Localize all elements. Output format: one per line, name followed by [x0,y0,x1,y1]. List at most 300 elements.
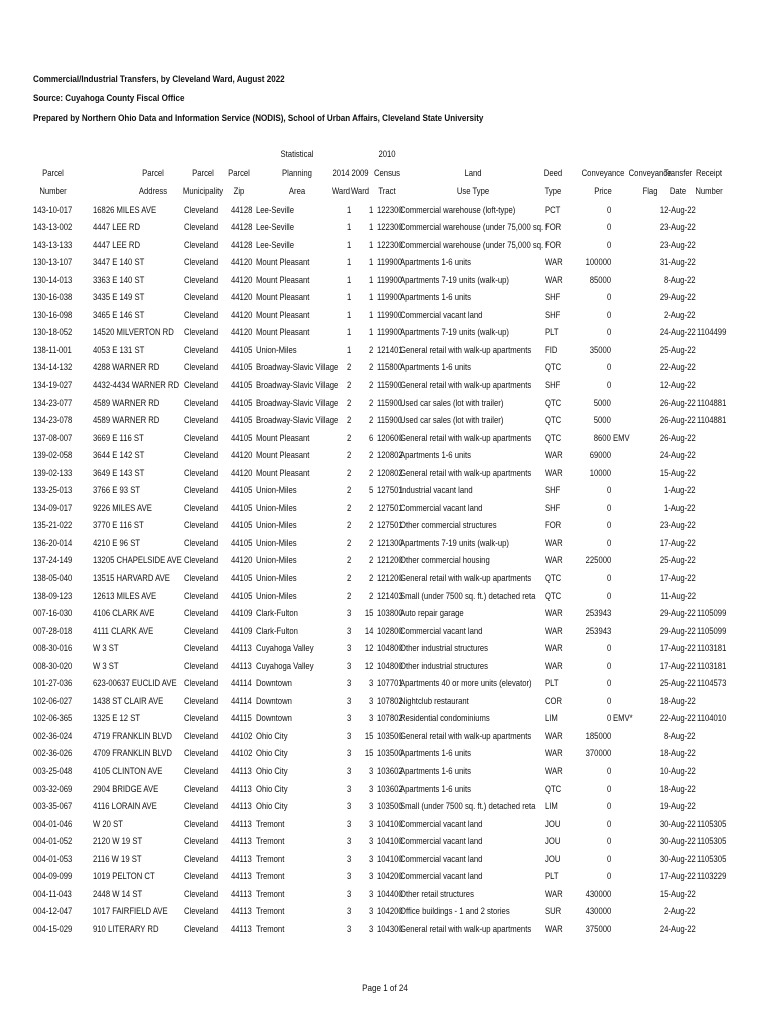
cell-parcel-address: 4589 WARNER RD [93,396,160,408]
cell-land-use-type: Apartments 1-6 units [400,291,471,303]
cell-zip: 44120 [231,466,253,478]
cell-parcel-number: 134-14-132 [33,361,73,373]
cell-conveyance-price: 0 [606,571,611,583]
cell-deed-type: QTC [545,431,562,443]
cell-conveyance-price: 0 [606,536,611,548]
cell-zip: 44105 [231,501,253,513]
cell-conveyance-price: 0 [606,221,611,233]
cell-conveyance-price: 85000 [589,273,611,285]
cell-deed-type: WAR [545,642,563,654]
cell-parcel-number: 139-02-133 [33,466,73,478]
cell-parcel-address: 3770 E 116 ST [93,519,144,531]
cell-ward-2009: 2 [368,378,373,390]
table-row [33,516,743,534]
cell-parcel-address: 3435 E 149 ST [93,291,145,303]
column-header-parcel-address: Address [138,185,168,196]
cell-land-use-type: Apartments 1-6 units [400,361,471,373]
cell-conveyance-price: 0 [606,203,611,215]
cell-ward-2014: 3 [346,659,351,671]
cell-ward-2014: 1 [346,203,351,215]
cell-planning-area: Union-Miles [256,571,297,583]
cell-deed-type: WAR [545,747,563,759]
cell-zip: 44120 [231,291,253,303]
column-header-census-tract: Census [373,166,401,178]
cell-conveyance-price: 0 [606,501,611,513]
cell-zip: 44113 [231,870,252,882]
cell-transfer-date: 26-Aug-22 [660,414,696,426]
cell-zip: 44105 [231,536,253,548]
cell-deed-type: QTC [545,782,562,794]
cell-land-use-type: Other retail structures [400,887,474,899]
cell-conveyance-price: 5000 [593,414,611,426]
cell-municipality: Cleveland [184,729,219,741]
cell-land-use-type: Other industrial structures [400,659,489,671]
cell-ward-2014: 3 [346,870,351,882]
cell-zip: 44113 [231,659,252,671]
cell-parcel-number: 101-27-036 [33,677,73,689]
cell-transfer-date: 1-Aug-22 [664,501,696,513]
table-row [33,657,743,675]
cell-parcel-address: 4589 WARNER RD [93,414,160,426]
cell-zip: 44120 [231,308,253,320]
cell-transfer-date: 2-Aug-22 [664,308,696,320]
cell-municipality: Cleveland [184,308,219,320]
table-row [33,604,743,622]
cell-receipt-number: 1105305 [697,835,727,847]
cell-parcel-address: 4210 E 96 ST [93,536,141,548]
cell-municipality: Cleveland [184,922,219,934]
cell-transfer-date: 11-Aug-22 [660,589,696,601]
table-row [33,253,743,271]
cell-transfer-date: 23-Aug-22 [660,221,696,233]
cell-parcel-address: 3447 E 140 ST [93,256,145,268]
cell-municipality: Cleveland [184,712,219,724]
cell-transfer-date: 25-Aug-22 [660,554,696,566]
cell-planning-area: Mount Pleasant [256,326,310,338]
cell-ward-2014: 3 [346,782,351,794]
cell-parcel-number: 137-08-007 [33,431,73,443]
cell-municipality: Cleveland [184,221,219,233]
cell-ward-2014: 3 [346,642,351,654]
cell-parcel-number: 138-09-123 [33,589,73,601]
cell-ward-2014: 2 [346,519,351,531]
cell-census-tract: 119900 [377,273,403,285]
cell-planning-area: Clark-Fulton [256,607,298,619]
cell-land-use-type: Apartments 7-19 units (walk-up) [400,536,509,548]
column-header-municipality: Municipality [182,185,224,196]
cell-parcel-number: 004-01-046 [33,817,73,829]
column-header-land-use-type: Use Type [456,185,490,196]
page-number: Page 1 of 24 [362,982,408,993]
cell-ward-2014: 3 [346,607,351,619]
cell-census-tract: 103500 [377,729,403,741]
cell-transfer-date: 29-Aug-22 [660,291,696,303]
cell-zip: 44113 [231,887,252,899]
cell-parcel-number: 102-06-027 [33,694,73,706]
cell-parcel-number: 134-19-027 [33,378,73,390]
cell-parcel-number: 143-13-133 [33,238,73,250]
cell-census-tract: 121401 [377,343,403,355]
table-row [33,850,743,868]
cell-ward-2009: 14 [364,624,373,636]
cell-ward-2014: 3 [346,887,351,899]
cell-zip: 44113 [231,922,252,934]
cell-conveyance-price: 253943 [585,624,611,636]
cell-zip: 44105 [231,343,253,355]
table-row [33,797,743,815]
cell-municipality: Cleveland [184,291,219,303]
cell-transfer-date: 17-Aug-22 [660,536,696,548]
cell-ward-2009: 2 [368,554,373,566]
cell-parcel-number: 004-01-052 [33,835,73,847]
header-row [33,164,743,183]
cell-census-tract: 122300 [377,221,403,233]
cell-planning-area: Cuyahoga Valley [256,642,314,654]
cell-deed-type: FOR [545,238,562,250]
cell-parcel-address: 623-00637 EUCLID AVE [93,677,177,689]
cell-zip: 44105 [231,519,253,531]
cell-ward-2009: 3 [368,782,373,794]
cell-transfer-date: 29-Aug-22 [660,607,696,619]
cell-parcel-number: 008-30-016 [33,642,73,654]
cell-deed-type: WAR [545,624,563,636]
cell-ward-2014: 3 [346,624,351,636]
cell-planning-area: Union-Miles [256,484,297,496]
cell-parcel-address: 1019 PELTON CT [93,870,155,882]
table-row [33,622,743,640]
cell-ward-2009: 1 [368,256,373,268]
cell-ward-2014: 2 [346,431,351,443]
cell-transfer-date: 18-Aug-22 [660,782,696,794]
cell-transfer-date: 15-Aug-22 [660,887,696,899]
report-prepared-by: Prepared by Northern Ohio Data and Information Service (NODIS), School of Urban Affairs, Cleveland State University [33,112,484,123]
cell-parcel-number: 002-36-024 [33,729,73,741]
cell-deed-type: WAR [545,887,563,899]
cell-parcel-number: 137-24-149 [33,554,73,566]
cell-deed-type: WAR [545,607,563,619]
cell-zip: 44105 [231,378,253,390]
table-row [33,569,743,587]
cell-zip: 44113 [231,835,252,847]
cell-ward-2009: 3 [368,922,373,934]
column-header-transfer-date: Transfer [663,166,693,178]
cell-deed-type: WAR [545,536,563,548]
cell-census-tract: 103602 [377,782,403,794]
cell-deed-type: SHF [545,291,561,303]
cell-census-tract: 121200 [377,571,403,583]
column-header-ward-2014: Ward [331,185,351,196]
cell-parcel-address: 1325 E 12 ST [93,712,141,724]
cell-parcel-address: 16826 MILES AVE [93,203,157,215]
cell-parcel-number: 143-13-002 [33,221,73,233]
cell-parcel-address: 3649 E 143 ST [93,466,145,478]
cell-parcel-address: 3669 E 116 ST [93,431,144,443]
column-header-conveyance-price: Price [594,185,612,196]
cell-transfer-date: 15-Aug-22 [660,466,696,478]
cell-parcel-address: 14520 MILVERTON RD [93,326,174,338]
cell-parcel-address: 13205 CHAPELSIDE AVE [93,554,182,566]
cell-conveyance-price: 69000 [589,449,611,461]
cell-ward-2014: 3 [346,747,351,759]
cell-ward-2014: 3 [346,765,351,776]
cell-zip: 44113 [231,800,252,812]
cell-planning-area: Tremont [256,922,285,934]
cell-land-use-type: Commercial vacant land [400,852,483,864]
cell-ward-2014: 1 [346,238,351,250]
cell-municipality: Cleveland [184,852,219,864]
table-row [33,429,743,447]
cell-transfer-date: 22-Aug-22 [660,361,696,373]
cell-ward-2014: 2 [346,449,351,461]
cell-land-use-type: Apartments 7-19 units (walk-up) [400,273,509,285]
cell-planning-area: Broadway-Slavic Village [256,414,339,426]
cell-municipality: Cleveland [184,905,219,917]
cell-ward-2014: 3 [346,694,351,706]
cell-parcel-address: W 3 ST [93,642,119,654]
cell-zip: 44113 [231,905,252,917]
cell-census-tract: 119900 [377,326,403,338]
cell-planning-area: Tremont [256,905,285,917]
cell-census-tract: 104800 [377,659,403,671]
cell-ward-2009: 2 [368,361,373,373]
cell-ward-2009: 3 [368,852,373,864]
cell-ward-2009: 3 [368,835,373,847]
cell-planning-area: Mount Pleasant [256,256,310,268]
cell-transfer-date: 1-Aug-22 [664,484,696,496]
cell-census-tract: 104200 [377,905,403,917]
column-header-deed-type: Deed [543,166,563,178]
column-header-parcel-number: Number [39,185,67,196]
cell-transfer-date: 10-Aug-22 [660,765,696,776]
cell-municipality: Cleveland [184,835,219,847]
cell-ward-2014: 3 [346,922,351,934]
cell-planning-area: Downtown [256,677,292,689]
cell-transfer-date: 18-Aug-22 [660,747,696,759]
cell-census-tract: 103500 [377,747,403,759]
cell-parcel-number: 133-25-013 [33,484,73,496]
cell-parcel-number: 003-25-048 [33,765,73,776]
cell-ward-2014: 2 [346,378,351,390]
cell-planning-area: Union-Miles [256,536,297,548]
cell-zip: 44105 [231,431,253,443]
cell-transfer-date: 23-Aug-22 [660,519,696,531]
cell-transfer-date: 24-Aug-22 [660,449,696,461]
cell-conveyance-price: 0 [606,326,611,338]
cell-conveyance-price: 0 [606,782,611,794]
table-row [33,762,743,780]
cell-ward-2009: 2 [368,501,373,513]
cell-ward-2009: 12 [364,642,373,654]
cell-census-tract: 120802 [377,449,403,461]
cell-deed-type: SHF [545,378,561,390]
cell-conveyance-price: 0 [606,659,611,671]
cell-parcel-address: 9226 MILES AVE [93,501,152,513]
cell-zip: 44109 [231,607,253,619]
cell-census-tract: 104200 [377,870,403,882]
cell-parcel-number: 138-05-040 [33,571,73,583]
cell-ward-2009: 3 [368,765,373,776]
cell-deed-type: QTC [545,571,562,583]
cell-conveyance-price: 0 [606,642,611,654]
table-row [33,674,743,692]
cell-municipality: Cleveland [184,256,219,268]
cell-deed-type: PLT [545,326,559,338]
cell-ward-2014: 3 [346,817,351,829]
cell-land-use-type: Apartments 1-6 units [400,256,471,268]
cell-ward-2014: 2 [346,536,351,548]
cell-census-tract: 119900 [377,256,403,268]
cell-parcel-address: 4116 LORAIN AVE [93,800,157,812]
table-row [33,236,743,254]
cell-receipt-number: 1105305 [697,852,727,864]
cell-planning-area: Mount Pleasant [256,466,310,478]
cell-transfer-date: 24-Aug-22 [660,326,696,338]
cell-census-tract: 127501 [377,519,403,531]
column-header-ward-2014: 2014 [332,166,350,178]
cell-transfer-date: 31-Aug-22 [660,256,696,268]
cell-municipality: Cleveland [184,343,219,355]
cell-parcel-number: 007-16-030 [33,607,73,619]
column-header-deed-type: Type [544,185,562,196]
cell-planning-area: Ohio City [256,765,288,776]
cell-receipt-number: 1104573 [697,677,727,689]
cell-zip: 44105 [231,571,253,583]
cell-parcel-number: 134-23-077 [33,396,73,408]
cell-parcel-number: 008-30-020 [33,659,73,671]
cell-planning-area: Tremont [256,817,285,829]
cell-parcel-number: 130-14-013 [33,273,73,285]
cell-land-use-type: Apartments 7-19 units (walk-up) [400,326,509,338]
cell-conveyance-price: 0 [606,484,611,496]
cell-municipality: Cleveland [184,501,219,513]
cell-planning-area: Union-Miles [256,343,297,355]
cell-municipality: Cleveland [184,326,219,338]
cell-census-tract: 107802 [377,712,403,724]
cell-planning-area: Union-Miles [256,519,297,531]
cell-planning-area: Lee-Seville [256,238,295,250]
cell-zip: 44102 [231,729,253,741]
cell-municipality: Cleveland [184,624,219,636]
cell-ward-2009: 2 [368,414,373,426]
cell-parcel-address: 4709 FRANKLIN BLVD [93,747,172,759]
cell-parcel-address: 4719 FRANKLIN BLVD [93,729,172,741]
header-row [33,145,743,164]
cell-parcel-address: 910 LITERARY RD [93,922,159,934]
table-row [33,744,743,762]
cell-receipt-number: 1104881 [697,414,727,426]
cell-transfer-date: 24-Aug-22 [660,922,696,934]
cell-deed-type: SHF [545,501,561,513]
cell-deed-type: LIM [545,712,558,724]
cell-parcel-number: 003-35-067 [33,800,73,812]
cell-ward-2009: 1 [368,203,373,215]
cell-conveyance-price: 0 [606,835,611,847]
cell-census-tract: 122300 [377,203,403,215]
cell-ward-2014: 1 [346,326,351,338]
cell-census-tract: 122300 [377,238,403,250]
cell-receipt-number: 1104881 [697,396,727,408]
cell-census-tract: 103602 [377,765,403,776]
cell-receipt-number: 1105305 [697,817,727,829]
table-row [33,534,743,552]
column-header-planning-area: Area [288,185,306,196]
cell-planning-area: Union-Miles [256,501,297,513]
cell-land-use-type: General retail with walk-up apartments [400,343,532,355]
cell-land-use-type: Commercial vacant land [400,308,483,320]
cell-census-tract: 119900 [377,291,403,303]
cell-ward-2009: 1 [368,291,373,303]
cell-ward-2014: 2 [346,571,351,583]
cell-land-use-type: Commercial vacant land [400,835,483,847]
cell-deed-type: WAR [545,273,563,285]
cell-deed-type: LIM [545,800,558,812]
cell-planning-area: Mount Pleasant [256,308,310,320]
column-header-conveyance-flag: Flag [642,185,658,196]
cell-conveyance-price: 430000 [585,887,611,899]
table-row [33,358,743,376]
cell-transfer-date: 26-Aug-22 [660,396,696,408]
cell-zip: 44128 [231,221,253,233]
cell-ward-2009: 3 [368,800,373,812]
cell-conveyance-price: 0 [606,519,611,531]
cell-zip: 44105 [231,484,253,496]
cell-land-use-type: Commercial warehouse (loft-type) [400,203,516,215]
cell-zip: 44128 [231,238,253,250]
cell-deed-type: QTC [545,396,562,408]
cell-ward-2009: 2 [368,589,373,601]
cell-municipality: Cleveland [184,536,219,548]
cell-municipality: Cleveland [184,782,219,794]
table-row [33,885,743,903]
cell-census-tract: 115900 [377,378,403,390]
table-row [33,639,743,657]
column-header-census-tract: Tract [378,185,396,196]
cell-deed-type: COR [545,694,563,706]
cell-ward-2014: 2 [346,484,351,496]
cell-deed-type: SHF [545,308,561,320]
cell-parcel-number: 004-12-047 [33,905,73,917]
cell-parcel-address: W 20 ST [93,817,123,829]
cell-planning-area: Ohio City [256,782,288,794]
cell-parcel-address: 4105 CLINTON AVE [93,765,163,776]
cell-zip: 44120 [231,449,253,461]
cell-planning-area: Lee-Seville [256,203,295,215]
cell-parcel-number: 004-09-099 [33,870,73,882]
cell-parcel-number: 002-36-026 [33,747,73,759]
cell-parcel-address: 2116 W 19 ST [93,852,142,864]
cell-zip: 44113 [231,817,252,829]
column-header-conveyance-flag: Conveyance [628,166,672,178]
cell-transfer-date: 22-Aug-22 [660,712,696,724]
cell-municipality: Cleveland [184,659,219,671]
cell-deed-type: PLT [545,870,559,882]
cell-conveyance-price: 0 [606,712,611,724]
cell-ward-2014: 1 [346,221,351,233]
cell-ward-2009: 2 [368,536,373,548]
cell-conveyance-price: 100000 [585,256,611,268]
cell-parcel-number: 135-21-022 [33,519,73,531]
column-header-parcel-number: Parcel [42,166,64,178]
table-row [33,780,743,798]
cell-zip: 44105 [231,414,253,426]
cell-zip: 44115 [231,712,252,724]
table-row [33,692,743,710]
cell-census-tract: 121300 [377,536,403,548]
cell-transfer-date: 8-Aug-22 [664,729,696,741]
cell-municipality: Cleveland [184,589,219,601]
table-row [33,394,743,412]
cell-land-use-type: Residential condominiums [400,712,490,724]
